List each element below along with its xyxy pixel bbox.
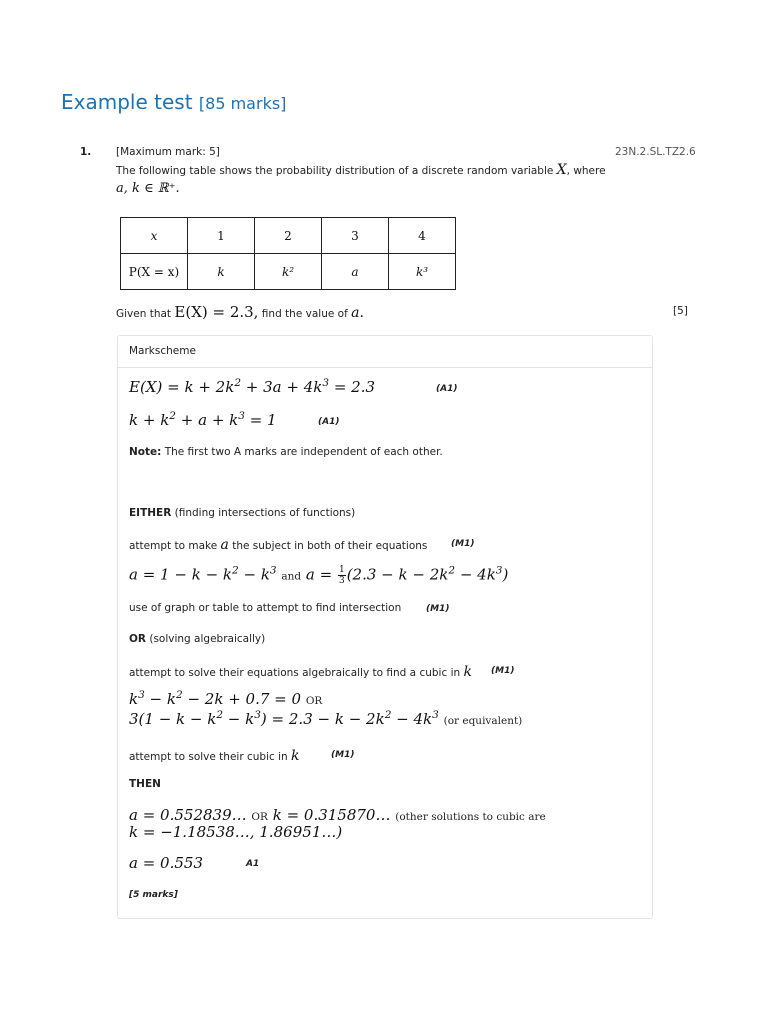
- mark-a1-final: A1: [246, 859, 260, 869]
- intro-where: , where: [566, 165, 606, 177]
- mark-m1: (M1): [451, 539, 475, 549]
- either-text: (finding intersections of functions): [174, 507, 356, 519]
- equation-cubic: $k^3 - k^2 - 2k + 0.7 = 0$ OR: [129, 689, 323, 708]
- table-cell: 3: [322, 218, 389, 254]
- attempt-cubic-line: [129, 664, 472, 680]
- sol-or: OR: [251, 811, 268, 823]
- attempt-subject-line: [129, 537, 427, 553]
- table-cell: k³: [389, 254, 456, 290]
- markscheme-header: [118, 336, 652, 368]
- page-title: [61, 90, 286, 114]
- total-marks-label: [5 marks]: [129, 890, 178, 900]
- attempt-subject-var: a: [220, 537, 229, 553]
- intro-line2: a, k ∈ ℝ⁺.: [116, 181, 180, 196]
- table-cell: P(X = x): [121, 254, 188, 290]
- max-mark: [Maximum mark: 5]: [116, 146, 220, 158]
- page-title-text: Example test: [61, 90, 193, 114]
- note-text: The first two A marks are independent of each other.: [164, 446, 443, 458]
- given-suffix: find the value of: [261, 308, 348, 320]
- question-intro: [116, 162, 606, 178]
- mark-a1: (A1): [436, 384, 458, 394]
- attempt-solve-line: [129, 748, 300, 764]
- fraction-one-third: [338, 565, 346, 586]
- intro-text: The following table shows the probability distribution of a discrete random variable: [116, 165, 554, 177]
- table-cell: 4: [389, 218, 456, 254]
- table-row: [121, 254, 456, 290]
- or-line: [129, 633, 265, 645]
- mark-m1: (M1): [331, 750, 355, 760]
- solution-line1: a = 0.552839… OR k = 0.315870… (other solutions to cubic are: [129, 806, 546, 824]
- note-label: Note:: [129, 446, 162, 458]
- or-label: OR: [129, 633, 147, 645]
- note: [129, 446, 443, 458]
- table-cell: x: [121, 218, 188, 254]
- question-code: 23N.2.SL.TZ2.6: [615, 146, 696, 158]
- and-word: and: [281, 570, 302, 583]
- either-label: EITHER: [129, 507, 172, 519]
- table-row: [121, 218, 456, 254]
- attempt-solve-var: k: [291, 748, 300, 764]
- table-cell: 2: [255, 218, 322, 254]
- equation-expectation: $E(X) = k + 2k^2 + 3a + 4k^3 = 2.3$: [129, 377, 376, 396]
- sol-other: (other solutions to cubic are: [395, 811, 546, 823]
- or-word: OR: [305, 695, 323, 707]
- attempt-cubic-text: attempt to solve their equations algebraically to find a cubic in: [129, 667, 461, 679]
- distribution-table: [120, 217, 456, 290]
- attempt-subject-rest: the subject in both of their equations: [232, 540, 428, 552]
- then-label: THEN: [129, 778, 161, 790]
- frac-num: 1: [338, 565, 345, 575]
- markscheme-panel: [117, 335, 653, 919]
- table-cell: k: [188, 254, 255, 290]
- markscheme-title: Markscheme: [129, 345, 196, 357]
- given-line: [116, 303, 364, 321]
- solution-line2: k = −1.18538…, 1.86951…): [129, 823, 343, 841]
- given-prefix: Given that: [116, 308, 172, 320]
- given-var: a.: [351, 305, 364, 321]
- equation-substituted: $3(1 - k - k^2 - k^3) = 2.3 - k - 2k^2 - 4k^3$ (or equivalent): [129, 709, 523, 728]
- equation-a-forms: $a = 1 - k - k^2 - k^3$ and a = $\frac{1}{3}$ $(2.3 - k - 2k^2 - 4k^3)$: [129, 564, 509, 586]
- graph-line: use of graph or table to attempt to find intersection: [129, 602, 402, 614]
- table-cell: a: [322, 254, 389, 290]
- mark-a1: (A1): [318, 417, 340, 427]
- or-text: (solving algebraically): [149, 633, 266, 645]
- mark-m1: (M1): [426, 604, 450, 614]
- attempt-subject-text: attempt to make: [129, 540, 218, 552]
- intro-var: X: [556, 162, 567, 178]
- question-number: 1.: [80, 146, 92, 158]
- mark-m1: (M1): [491, 666, 515, 676]
- total-marks: [85 marks]: [198, 94, 287, 113]
- equivalent-note: (or equivalent): [443, 715, 523, 727]
- table-cell: 1: [188, 218, 255, 254]
- final-answer: a = 0.553: [129, 854, 203, 872]
- frac-den: 3: [338, 576, 345, 586]
- equation-sum: $k + k^2 + a + k^3 = 1$: [129, 410, 277, 429]
- given-math: E(X) = 2.3,: [174, 303, 259, 321]
- attempt-solve-text: attempt to solve their cubic in: [129, 751, 288, 763]
- part-marks: [5]: [673, 305, 688, 317]
- either-line: [129, 507, 355, 519]
- table-cell: k²: [255, 254, 322, 290]
- attempt-cubic-var: k: [463, 664, 472, 680]
